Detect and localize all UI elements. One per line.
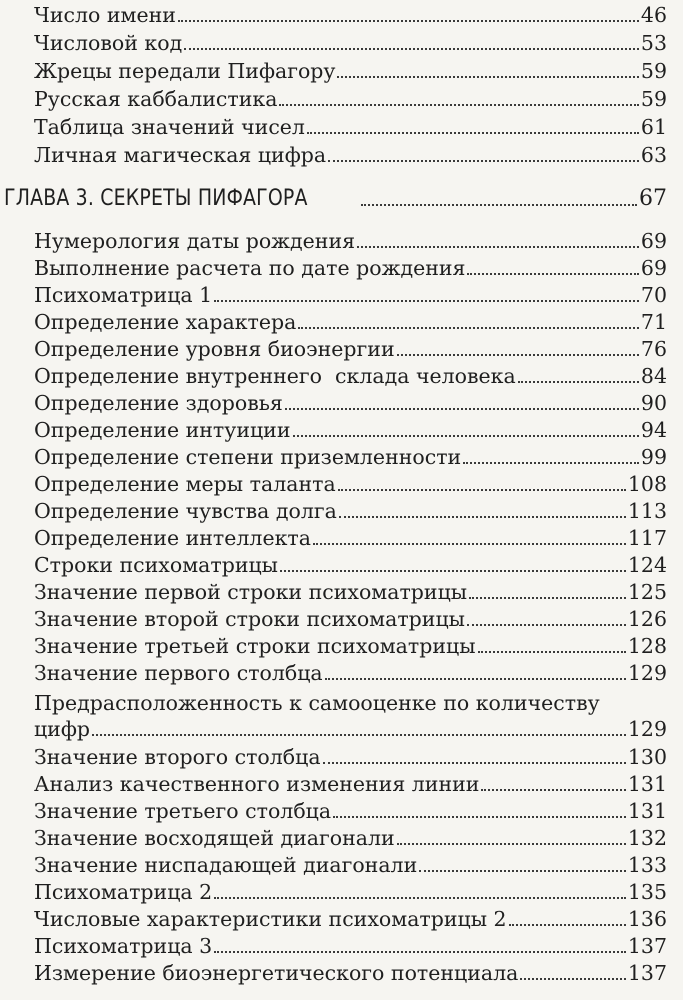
dot-leader	[467, 273, 638, 275]
toc-entry-title: Определение здоровья	[34, 391, 283, 415]
toc-entry-page: 71	[640, 310, 667, 334]
toc-entry-title: Значение второго столбца	[34, 745, 321, 769]
toc-entry-title: Значение третьего столбца	[34, 799, 332, 823]
toc-entry-page: 46	[640, 3, 667, 27]
toc-entry-title-line2: цифр	[34, 717, 91, 741]
toc-entry-page: 61	[640, 115, 667, 139]
toc-entry[interactable]	[0, 2, 683, 28]
dot-leader	[397, 843, 626, 845]
toc-entry-page: 125	[627, 580, 667, 604]
toc-entry-title: Психоматрица 1	[34, 283, 213, 307]
toc-entry[interactable]	[0, 933, 683, 959]
toc-entry[interactable]	[0, 309, 683, 335]
toc-entry-title: Русская каббалистика	[34, 87, 278, 111]
toc-entry[interactable]	[0, 744, 683, 770]
toc-entry-page: 131	[627, 772, 667, 796]
toc-entry-title: Значение первой строки психоматрицы	[34, 580, 468, 604]
toc-entry-title: Измерение биоэнергетического потенциала	[34, 961, 519, 985]
dot-leader	[339, 516, 626, 518]
toc-entry-title: Психоматрица 3	[34, 934, 213, 958]
dot-leader	[298, 327, 639, 329]
toc-entry-page: 130	[627, 745, 667, 769]
dot-leader	[337, 76, 638, 78]
toc-entry-title: Определение чувства долга	[34, 499, 337, 523]
dot-leader	[323, 762, 626, 764]
toc-entry-title: Анализ качественного изменения линии	[34, 772, 480, 796]
toc-entry[interactable]	[0, 336, 683, 362]
toc-entry-title: Число имени	[34, 3, 176, 27]
toc-entry[interactable]	[0, 255, 683, 281]
toc-entry-title: Значение первого столбца	[34, 661, 323, 685]
toc-entry-title: Значение ниспадающей диагонали	[34, 853, 418, 877]
toc-entry-page: 59	[640, 59, 667, 83]
toc-entry-page: 124	[627, 553, 667, 577]
toc-entry-title: Значение третьей строки психоматрицы	[34, 634, 476, 658]
dot-leader	[279, 104, 638, 106]
toc-entry-page: 117	[627, 526, 667, 550]
toc-entry-page: 84	[640, 364, 667, 388]
toc-entry[interactable]	[0, 660, 683, 686]
toc-entry[interactable]	[0, 228, 683, 254]
dot-leader	[214, 300, 639, 302]
toc-entry[interactable]	[0, 579, 683, 605]
dot-leader	[481, 789, 625, 791]
dot-leader	[469, 597, 626, 599]
toc-entry-title: Личная магическая цифра	[34, 143, 327, 167]
dot-leader	[328, 160, 639, 162]
toc-entry-page: 63	[640, 143, 667, 167]
toc-entry-title: Значение восходящей диагонали	[34, 826, 395, 850]
dot-leader	[325, 678, 626, 680]
toc-entry-page: 136	[627, 907, 667, 931]
dot-leader	[184, 48, 639, 50]
toc-entry-page: 69	[640, 229, 667, 253]
toc-entry[interactable]	[0, 825, 683, 851]
toc-entry[interactable]	[0, 606, 683, 632]
dot-leader	[520, 978, 625, 980]
toc-entry-page: 126	[627, 607, 667, 631]
toc-entry-title: Определение меры таланта	[34, 472, 336, 496]
dot-leader	[463, 462, 639, 464]
chapter-heading[interactable]	[0, 184, 683, 212]
dot-leader	[92, 734, 626, 736]
toc-entry[interactable]	[0, 525, 683, 551]
toc-entry[interactable]	[0, 879, 683, 905]
toc-entry-page: 108	[627, 472, 667, 496]
toc-entry-title: Определение внутреннего склада человека	[34, 364, 516, 388]
toc-entry-page: 137	[627, 934, 667, 958]
toc-entry-page: 53	[640, 31, 667, 55]
toc-entry[interactable]	[0, 58, 683, 84]
chapter-title: ГЛАВА 3. СЕКРЕТЫ ПИФАГОРА	[4, 186, 308, 211]
toc-entry[interactable]	[0, 86, 683, 112]
dot-leader	[397, 354, 639, 356]
toc-entry-title: Определение степени приземленности	[34, 445, 462, 469]
toc-entry[interactable]	[0, 282, 683, 308]
dot-leader	[478, 651, 626, 653]
toc-entry-page: 70	[640, 283, 667, 307]
toc-entry-page: 90	[640, 391, 667, 415]
toc-entry-title: Выполнение расчета по дате рождения	[34, 256, 466, 280]
toc-entry-title: Значение второй строки психоматрицы	[34, 607, 465, 631]
toc-entry[interactable]	[0, 633, 683, 659]
dot-leader	[214, 951, 626, 953]
toc-entry[interactable]	[0, 390, 683, 416]
toc-entry-page: 131	[627, 799, 667, 823]
toc-entry[interactable]	[0, 471, 683, 497]
dot-leader	[509, 924, 626, 926]
toc-entry[interactable]	[0, 142, 683, 168]
toc-entry-title: Определение интеллекта	[34, 526, 311, 550]
toc-entry-page: 129	[627, 661, 667, 685]
dot-leader	[214, 897, 626, 899]
toc-entry-page: 135	[627, 880, 667, 904]
toc-entry[interactable]	[0, 852, 683, 878]
toc-entry-page: 94	[640, 418, 667, 442]
toc-entry-title: Таблица значений чисел	[34, 115, 305, 139]
dot-leader	[419, 870, 626, 872]
toc-entry[interactable]	[0, 798, 683, 824]
toc-entry-page: 76	[640, 337, 667, 361]
dot-leader	[518, 381, 639, 383]
toc-entry-title: Числовые характеристики психоматрицы 2	[34, 907, 507, 931]
toc-entry-page: 99	[640, 445, 667, 469]
toc-entry-page: 128	[627, 634, 667, 658]
toc-entry-page: 59	[640, 87, 667, 111]
toc-entry[interactable]	[0, 552, 683, 578]
toc-entry[interactable]	[0, 363, 683, 389]
toc-entry[interactable]	[0, 30, 683, 56]
toc-entry-title: Строки психоматрицы	[34, 553, 278, 577]
toc-entry[interactable]	[0, 906, 683, 932]
chapter-page: 67	[639, 186, 667, 211]
toc-entry-title: Жрецы передали Пифагору	[34, 59, 336, 83]
toc-entry-title: Определение уровня биоэнергии	[34, 337, 395, 361]
dot-leader	[357, 246, 639, 248]
toc-entry-title: Определение интуиции	[34, 418, 291, 442]
toc-entry[interactable]	[0, 960, 683, 986]
dot-leader	[293, 435, 639, 437]
toc-entry[interactable]	[0, 716, 683, 742]
toc-entry-page: 133	[627, 853, 667, 877]
dot-leader	[178, 20, 639, 22]
toc-entry[interactable]	[0, 771, 683, 797]
dot-leader	[313, 543, 626, 545]
toc-entry-title: Психоматрица 2	[34, 880, 213, 904]
toc-entry-page: 137	[627, 961, 667, 985]
toc-entry[interactable]	[0, 498, 683, 524]
toc-entry-page: 113	[627, 499, 667, 523]
toc-entry-page: 69	[640, 256, 667, 280]
dot-leader	[285, 408, 639, 410]
dot-leader	[467, 624, 626, 626]
toc-entry[interactable]	[0, 444, 683, 470]
toc-entry-page: 129	[627, 717, 667, 741]
dot-leader	[338, 489, 626, 491]
dot-leader	[361, 204, 637, 206]
dot-leader	[280, 570, 626, 572]
dot-leader	[307, 132, 639, 134]
toc-entry[interactable]	[0, 417, 683, 443]
toc-entry-title-line1[interactable]: Предрасположенность к самооценке по количеству	[34, 691, 600, 715]
dot-leader	[333, 816, 626, 818]
toc-entry-page: 132	[627, 826, 667, 850]
toc-entry-title: Нумерология даты рождения	[34, 229, 356, 253]
toc-entry-title: Определение характера	[34, 310, 297, 334]
toc-entry-title: Числовой код	[34, 31, 183, 55]
toc-entry[interactable]	[0, 114, 683, 140]
